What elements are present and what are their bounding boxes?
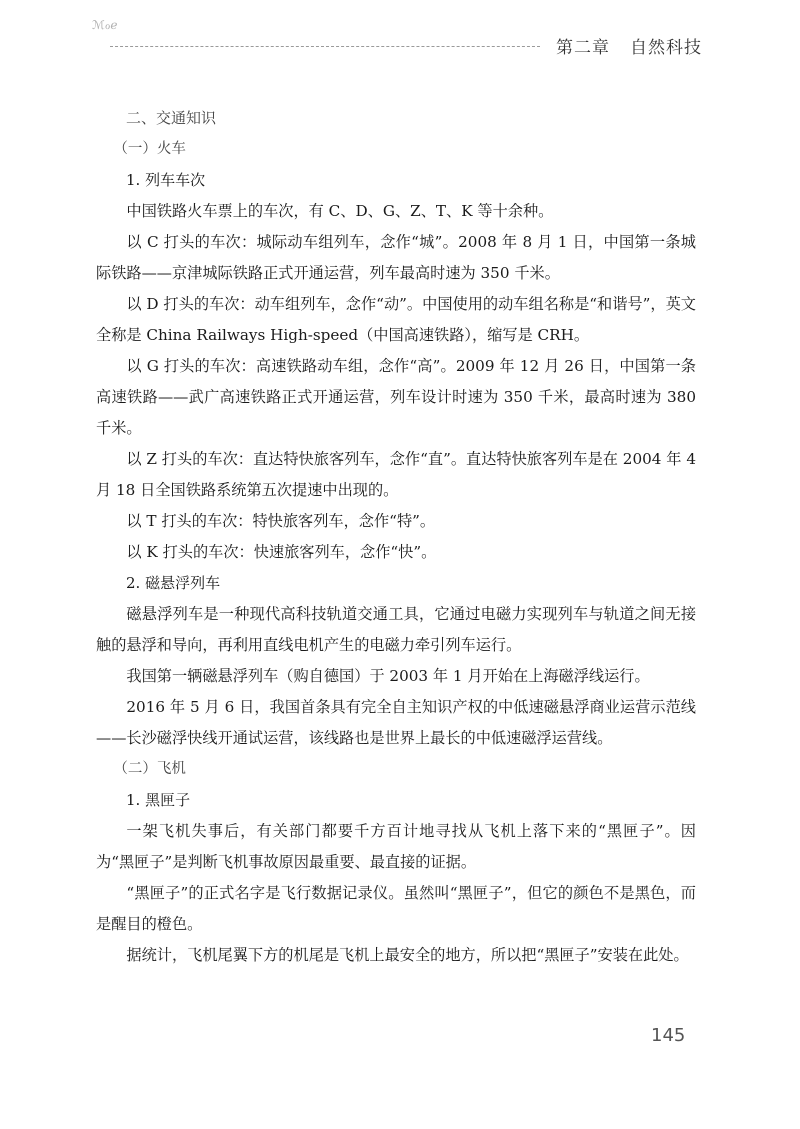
paragraph: 以 C 打头的车次：城际动车组列车，念作“城”。2008 年 8 月 1 日，中国第一条城际铁路——京津城际铁路正式开通运营，列车最高时速为 350 千米。 bbox=[96, 233, 696, 282]
header-corner-mark: ℳℴℯ bbox=[92, 18, 118, 32]
page-body bbox=[96, 103, 696, 971]
chapter-title: 自然科技 bbox=[630, 38, 702, 58]
header-rule bbox=[110, 46, 540, 47]
paragraph: 以 K 打头的车次：快速旅客列车，念作“快”。 bbox=[126, 543, 437, 561]
paragraph: 磁悬浮列车是一种现代高科技轨道交通工具，它通过电磁力实现列车与轨道之间无接触的悬浮和导向，再利用直线电机产生的电磁力牵引列车运行。 bbox=[96, 605, 696, 654]
paragraph: 以 G 打头的车次：高速铁路动车组，念作“高”。2009 年 12 月 26 日，中国第一条高速铁路——武广高速铁路正式开通运营，列车设计时速为 350 千米，最高时速为 380 千米。 bbox=[96, 357, 696, 437]
page-number: 145 bbox=[651, 1025, 686, 1046]
item-title-maglev: 2. 磁悬浮列车 bbox=[126, 574, 221, 592]
paragraph: 中国铁路火车票上的车次，有 C、D、G、Z、T、K 等十余种。 bbox=[126, 202, 554, 220]
item-title-black-box: 1. 黑匣子 bbox=[126, 791, 191, 809]
paragraph: 我国第一辆磁悬浮列车（购自德国）于 2003 年 1 月开始在上海磁浮线运行。 bbox=[126, 667, 650, 685]
item-title-train-numbers: 1. 列车车次 bbox=[126, 171, 206, 189]
paragraph: 2016 年 5 月 6 日，我国首条具有完全自主知识产权的中低速磁悬浮商业运营示范线——长沙磁浮快线开通试运营，该线路也是世界上最长的中低速磁浮运营线。 bbox=[96, 698, 696, 747]
paragraph: 以 Z 打头的车次：直达特快旅客列车，念作“直”。直达特快旅客列车是在 2004 年 4 月 18 日全国铁路系统第五次提速中出现的。 bbox=[96, 450, 696, 499]
paragraph: 一架飞机失事后，有关部门都要千方百计地寻找从飞机上落下来的“黑匣子”。因为“黑匣子”是判断飞机事故原因最重要、最直接的证据。 bbox=[96, 822, 696, 871]
paragraph: 以 D 打头的车次：动车组列车，念作“动”。中国使用的动车组名称是“和谐号”，英文全称是 China Railways High-speed（中国高速铁路），缩写是 CRH。 bbox=[96, 295, 696, 344]
section-title: 二、交通知识 bbox=[126, 109, 217, 127]
paragraph: 据统计，飞机尾翼下方的机尾是飞机上最安全的地方，所以把“黑匣子”安装在此处。 bbox=[126, 946, 689, 964]
paragraph: “黑匣子”的正式名字是飞行数据记录仪。虽然叫“黑匣子”，但它的颜色不是黑色，而是醒目的橙色。 bbox=[96, 884, 696, 933]
chapter-label: 第二章 bbox=[556, 38, 610, 58]
running-header bbox=[556, 33, 722, 58]
subsection-title-train: （一）火车 bbox=[113, 141, 186, 157]
paragraph: 以 T 打头的车次：特快旅客列车，念作“特”。 bbox=[126, 512, 436, 530]
subsection-title-airplane: （二）飞机 bbox=[113, 761, 186, 777]
